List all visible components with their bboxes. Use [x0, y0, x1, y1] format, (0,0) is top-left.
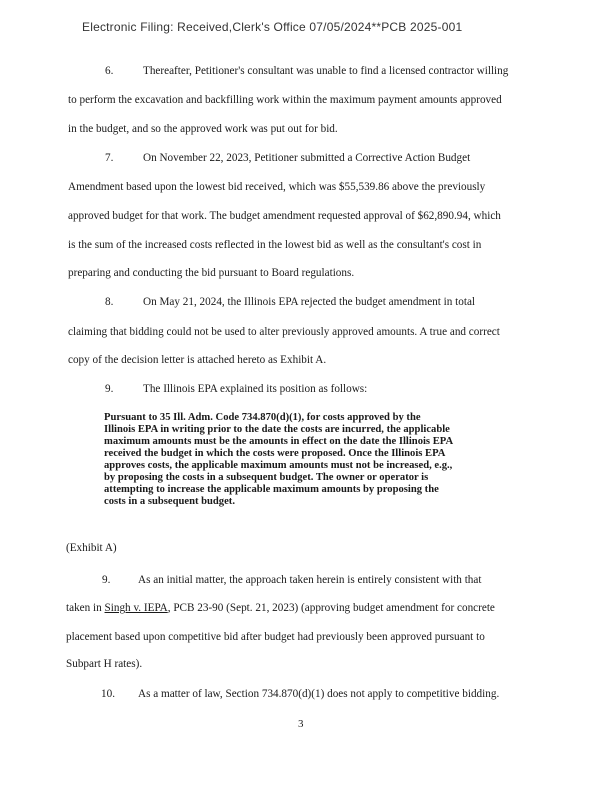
quote-line: received the budget in which the costs were proposed. Once the Illinois EPA [104, 448, 446, 459]
para-7-line-5: preparing and conducting the bid pursuant to Board regulations. [68, 267, 355, 279]
para-8-line-2: claiming that bidding could not be used to alter previously approved amounts. A true and correct [68, 326, 500, 338]
para-9b-number: 9. [102, 574, 111, 586]
para-10-number: 10. [101, 688, 115, 700]
para-9-line-1: The Illinois EPA explained its position as follows: [143, 383, 368, 395]
para-6-line-1: Thereafter, Petitioner's consultant was unable to find a licensed contractor willing [143, 65, 509, 77]
case-citation: Singh v. IEPA [104, 602, 168, 614]
para-6-line-3: in the budget, and so the approved work was put out for bid. [68, 123, 338, 135]
para-10-line-1: As a matter of law, Section 734.870(d)(1) does not apply to competitive bidding. [138, 688, 500, 700]
quote-line: approves costs, the applicable maximum amounts must not be increased, e.g., [104, 460, 453, 471]
quote-line: maximum amounts must be the amounts in effect on the date the Illinois EPA [104, 436, 454, 447]
para-8-line-3: copy of the decision letter is attached hereto as Exhibit A. [68, 354, 327, 366]
quote-line: costs in a subsequent budget. [104, 496, 235, 507]
para-7-line-2: Amendment based upon the lowest bid received, which was $55,539.86 above the previously [68, 181, 486, 193]
para-7-line-3: approved budget for that work. The budget amendment requested approval of $62,890.94, which [68, 210, 501, 222]
para-9b-line-3: placement based upon competitive bid after budget had previously been approved pursuant to [66, 631, 485, 643]
para-8-number: 8. [105, 296, 114, 308]
para-9b-line-1: As an initial matter, the approach taken herein is entirely consistent with that [138, 574, 482, 586]
quote-line: Pursuant to 35 Ill. Adm. Code 734.870(d)(1), for costs approved by the [104, 412, 421, 423]
para-7-line-1: On November 22, 2023, Petitioner submitted a Corrective Action Budget [143, 152, 471, 164]
quote-line: by proposing the costs in a subsequent budget. The owner or operator is [104, 472, 429, 483]
exhibit-reference: (Exhibit A) [66, 542, 117, 554]
para-7-number: 7. [105, 152, 114, 164]
line-text: , PCB 23-90 (Sept. 21, 2023) (approving budget amendment for concrete [167, 602, 495, 614]
para-9b-line-2 [66, 601, 495, 615]
para-6-line-2: to perform the excavation and backfilling work within the maximum payment amounts approved [68, 94, 502, 106]
block-quote [104, 412, 514, 508]
quote-line: attempting to increase the applicable maximum amounts by proposing the [104, 484, 439, 495]
para-8-line-1: On May 21, 2024, the Illinois EPA rejected the budget amendment in total [143, 296, 476, 308]
para-9-number: 9. [105, 383, 114, 395]
filing-header: Electronic Filing: Received,Clerk's Office 07/05/2024**PCB 2025-001 [82, 20, 463, 34]
page-number: 3 [298, 718, 304, 730]
para-9b-line-4: Subpart H rates). [66, 658, 143, 670]
line-text: taken in [66, 602, 105, 614]
para-7-line-4: is the sum of the increased costs reflected in the lowest bid as well as the consultant's cost in [68, 239, 482, 251]
quote-line: Illinois EPA in writing prior to the date the costs are incurred, the applicable [104, 424, 450, 435]
para-6-number: 6. [105, 65, 114, 77]
